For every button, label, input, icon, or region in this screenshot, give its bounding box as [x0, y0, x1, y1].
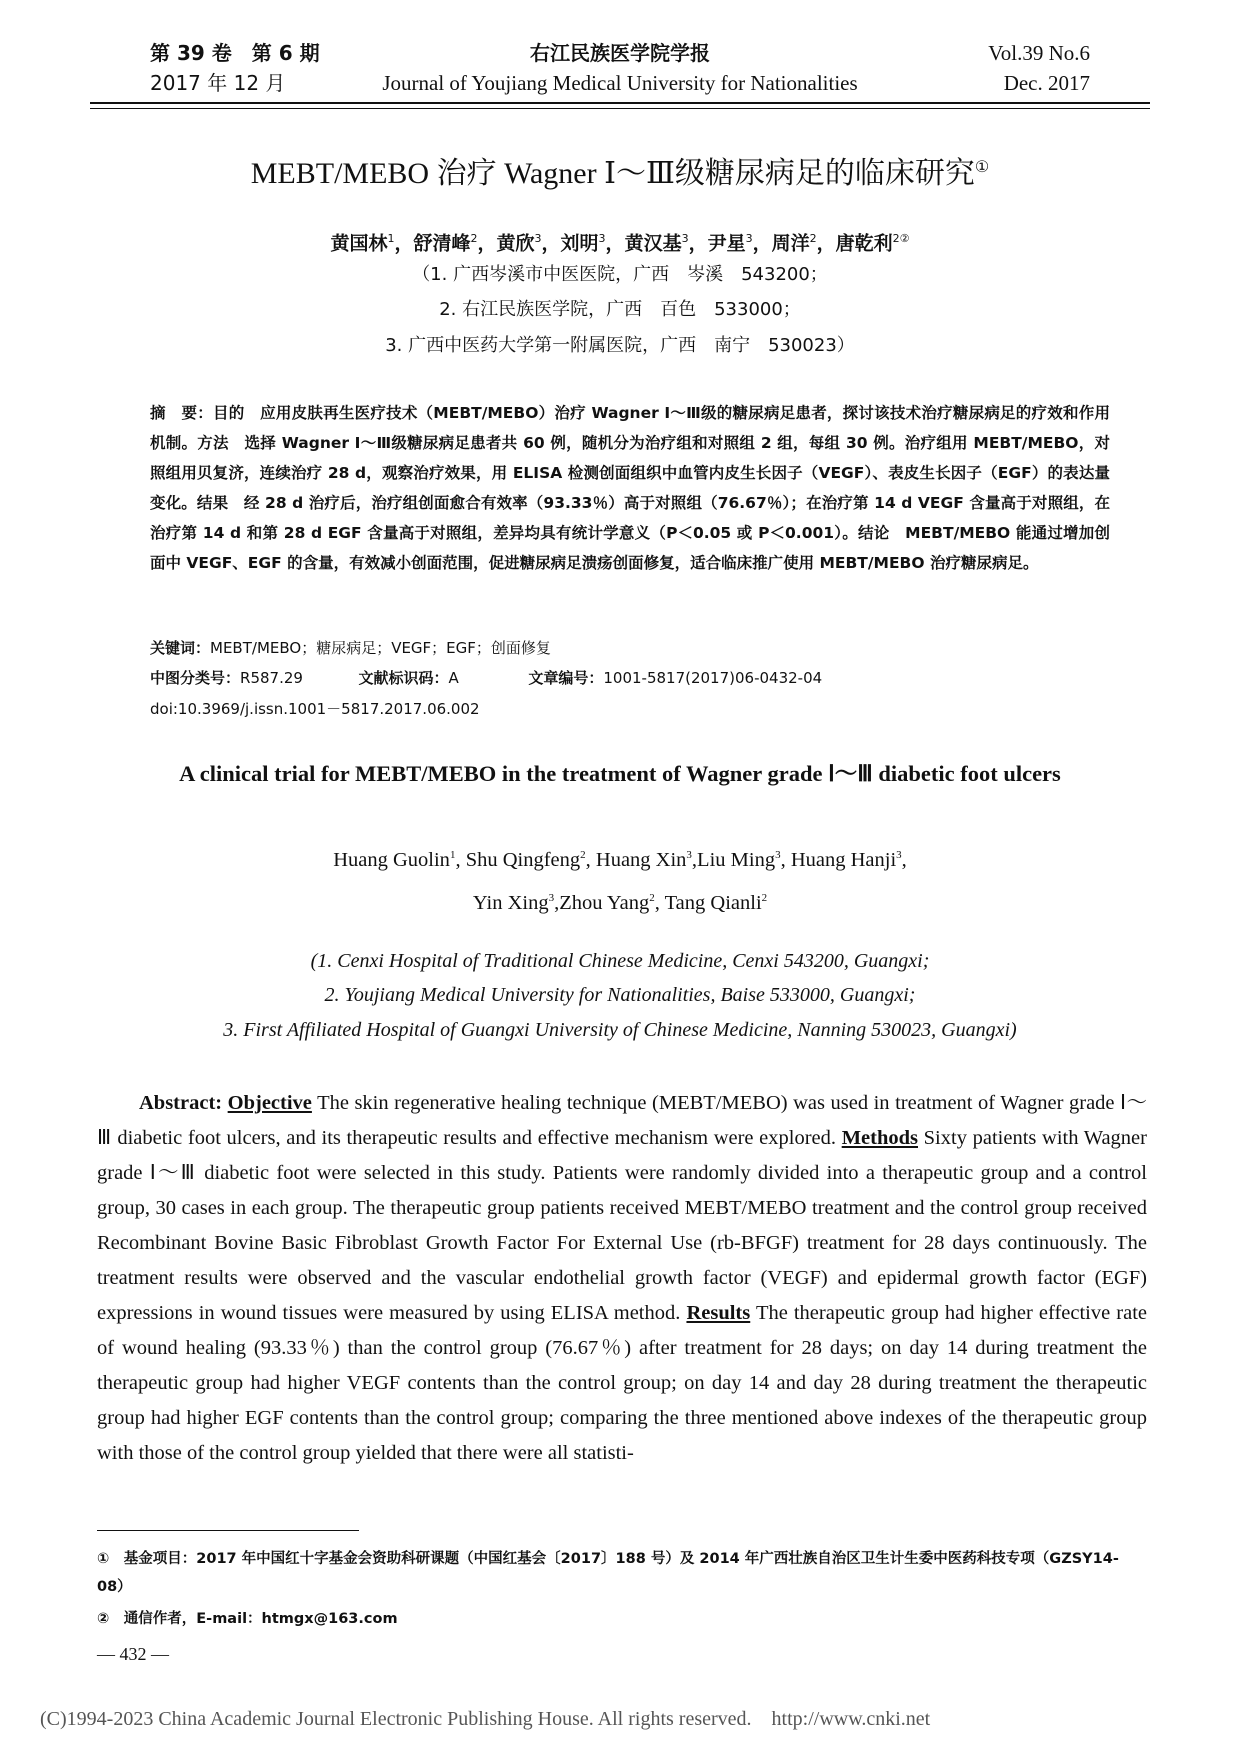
- header-rule: [90, 102, 1150, 109]
- keywords-cn-row: [150, 637, 551, 658]
- title-cn-text: MEBT/MEBO 治疗 Wagner Ⅰ～Ⅲ级糖尿病足的临床研究: [250, 157, 975, 190]
- volume-issue-cn: 第 39 卷 第 6 期: [150, 41, 320, 65]
- author-cn: 舒清峰: [413, 232, 471, 255]
- author-aff: 3: [598, 232, 606, 245]
- volume-issue-en: Vol.39 No.6: [988, 41, 1090, 65]
- author-en: Huang Xin: [595, 848, 687, 871]
- author-aff: 3: [775, 849, 781, 861]
- date-cn: 2017 年 12 月: [150, 71, 286, 95]
- header-center: [320, 38, 920, 98]
- authors-en: [90, 836, 1150, 922]
- footnote-funding: ① 基金项目：2017 年中国红十字基金会资助科研课题（中国红基会〔2017〕188 号）及 2014 年广西壮族自治区卫生计生委中医药科技专项（GZSY14-08）: [97, 1551, 1119, 1595]
- author-aff: 2: [580, 849, 586, 861]
- author-en: Huang Guolin: [333, 848, 450, 871]
- author-aff: 3: [534, 232, 542, 245]
- author-en: Yin Xing: [472, 891, 549, 914]
- author-en: Huang Hanji: [790, 848, 897, 871]
- author-aff: 1: [387, 232, 395, 245]
- author-aff: 3: [896, 849, 902, 861]
- keywords-cn: MEBT/MEBO；糖尿病足；VEGF；EGF；创面修复: [210, 639, 551, 657]
- results-label: Results: [686, 1302, 751, 1324]
- affiliation-cn-2: 2. 右江民族医学院，广西 百色 533000；: [439, 299, 801, 320]
- abstract-en-label: Abstract:: [139, 1092, 223, 1114]
- author-cn: 黄国林: [330, 232, 388, 255]
- methods-label: Methods: [841, 1127, 918, 1149]
- authors-cn-line: 黄国林$^1$，舒清峰$^2$，黄欣$^3$，刘明$^3$，黄汉基$^3$，尹星$^3$，周洋$^2$，唐乾利$^{2②}$: [330, 232, 910, 255]
- authors-en-line-2: Yin Xing$^3$,Zhou Yang$^2$, Tang Qianli$^2$: [472, 891, 768, 914]
- author-aff: 3: [681, 232, 689, 245]
- affiliation-cn-1: （1. 广西岑溪市中医医院，广西 岑溪 543200；: [412, 264, 828, 285]
- author-aff: 2: [649, 891, 655, 904]
- author-en: Shu Qingfeng: [465, 848, 581, 871]
- author-cn: 刘明: [560, 232, 599, 255]
- author-aff: 1: [449, 849, 456, 861]
- affiliation-en-3: 3. First Affiliated Hospital of Guangxi University of Chinese Medicine, Nanning 530023, Guangxi): [223, 1019, 1017, 1041]
- author-aff: 3: [548, 891, 555, 904]
- author-aff: 2: [761, 891, 768, 904]
- affiliation-en-2: 2. Youjiang Medical University for Nationalities, Baise 533000, Guangxi;: [324, 984, 916, 1006]
- author-aff: 3: [686, 849, 692, 861]
- article-no-value: 1001-5817(2017)06-0432-04: [603, 669, 823, 687]
- clc-label: 中图分类号：: [150, 669, 241, 687]
- doc-code-value: A: [448, 669, 459, 687]
- abstract-cn: 摘 要：目的 应用皮肤再生医疗技术（MEBT/MEBO）治疗 Wagner Ⅰ～Ⅲ级的糖尿病足患者，探讨该技术治疗糖尿病足的疗效和作用机制。方法 选择 Wagner Ⅰ～Ⅲ级糖尿病足患者共 60 例，随机分为治疗组和对照组 2 组，每组 30 例。治疗组用 MEBT/MEBO，对照组用贝复济，连续治疗 28 d，观察治疗效果，用 ELISA 检测创面组织中血管内皮生长因子（VEGF）、表皮生长因子（EGF）的表达量变化。结果 经 28 d 治疗后，治疗组创面愈合有效率（93.33％）高于对照组（76.67％）；在治疗第 14 d VEGF 含量高于对照组，在治疗第 14 d 和第 28 d EGF 含量高于对照组，差异均具有统计学意义（P＜0.05 或 P＜0.001）。结论 MEBT/MEBO 能通过增加创面中 VEGF、EGF 的含量，有效减小创面范围，促进糖尿病足溃疡创面修复，适合临床推广使用 MEBT/MEBO 治疗糖尿病足。: [150, 404, 1110, 572]
- date-en: Dec. 2017: [1003, 71, 1090, 95]
- doi: doi:10.3969/j.issn.1001－5817.2017.06.002: [150, 700, 480, 718]
- title-cn: [90, 148, 1150, 192]
- page-number: — 432 —: [97, 1644, 169, 1664]
- methods-text: Sixty patients with Wagner grade Ⅰ～Ⅲ diabetic foot were selected in this study. Patients were randomly divided into a therapeutic group and a control group, 30 cases in each group. The therapeutic group patients received MEBT/MEBO treatment and the control group received Recombinant Bovine Basic Fibroblast Growth Factor For External Use (rb-BFGF) treatment for 28 days continuously. The treatment results were observed and the vascular endothelial growth factor (VEGF) and epidermal growth factor (EGF) expressions in wound tissues were measured by using ELISA method.: [97, 1127, 1147, 1324]
- authors-en-line-1: Huang Guolin$^1$, Shu Qingfeng$^2$, Huang Xin$^3$,Liu Ming$^3$, Huang Hanji$^3$,: [333, 848, 907, 871]
- objective-label: Objective: [227, 1092, 312, 1114]
- footnote-rule: [97, 1530, 359, 1531]
- author-aff: 2: [809, 232, 817, 245]
- author-en: Liu Ming: [697, 848, 776, 871]
- footnote-correspondence: ② 通信作者，E-mail：htmgx@163.com: [97, 1611, 398, 1627]
- journal-name-cn: 右江民族医学院学报: [530, 41, 710, 65]
- journal-name-en: Journal of Youjiang Medical University for Nationalities: [382, 71, 858, 95]
- header-left: [150, 38, 320, 98]
- header-right: [988, 38, 1090, 98]
- author-aff: 3: [745, 232, 753, 245]
- article-no-label: 文章编号：: [528, 669, 604, 687]
- authors-cn: [90, 222, 1150, 260]
- author-cn: 唐乾利: [835, 232, 893, 255]
- title-cn-footnote-mark: ①: [974, 159, 990, 176]
- author-cn: 周洋: [771, 232, 810, 255]
- author-aff: 2②: [892, 232, 910, 245]
- results-text: The therapeutic group had higher effective rate of wound healing (93.33％) than the control group (76.67％) after treatment for 28 days; on day 14 during treatment the therapeutic group had higher VEGF contents than the control group; on day 14 and day 28 during treatment the therapeutic group had higher EGF contents than the control group; comparing the three mentioned above indexes of the therapeutic group with those of the control group yielded that there were all statisti-: [97, 1302, 1148, 1464]
- clc-value: R587.29: [240, 669, 303, 687]
- title-en: A clinical trial for MEBT/MEBO in the treatment of Wagner grade Ⅰ～Ⅲ diabetic foot ulcers: [179, 761, 1061, 786]
- author-cn: 黄欣: [496, 232, 535, 255]
- author-aff: 2: [470, 232, 478, 245]
- classification-row: [150, 667, 822, 688]
- keywords-cn-label: 关键词：: [150, 639, 211, 657]
- author-en: Tang Qianli: [664, 891, 762, 914]
- affiliation-cn-3: 3. 广西中医药大学第一附属医院，广西 南宁 530023）: [385, 335, 855, 356]
- copyright-notice: (C)1994-2023 China Academic Journal Electronic Publishing House. All rights reserved. http://www.cnki.net: [40, 1708, 931, 1730]
- doc-code-label: 文献标识码：: [358, 669, 449, 687]
- author-cn: 尹星: [707, 232, 746, 255]
- objective-text: The skin regenerative healing technique (MEBT/MEBO) was used in treatment of Wagner grade Ⅰ～Ⅲ diabetic foot ulcers, and its therapeutic results and effective mechanism were explored.: [97, 1092, 1147, 1149]
- author-cn: 黄汉基: [624, 232, 682, 255]
- author-en: Zhou Yang: [559, 891, 650, 914]
- abstract-en: [97, 1086, 1147, 1471]
- affiliation-en-1: (1. Cenxi Hospital of Traditional Chinese Medicine, Cenxi 543200, Guangxi;: [310, 950, 930, 972]
